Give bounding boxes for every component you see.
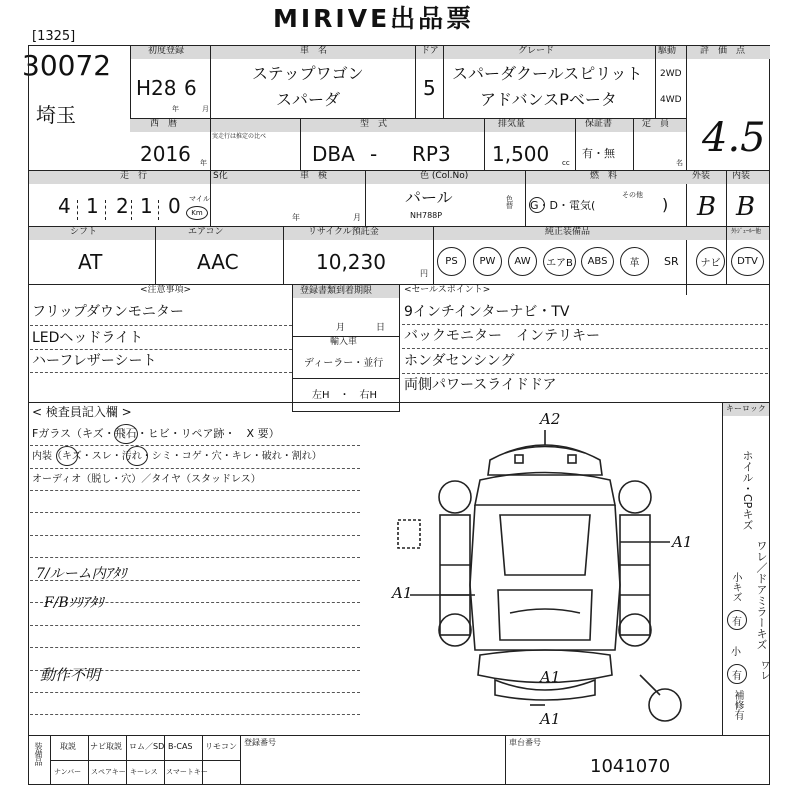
import-car-label: 輸入車 [330, 337, 358, 347]
mileage-digits [50, 196, 185, 220]
inspector-rule [30, 512, 360, 513]
displacement-value: 1,500 [492, 142, 550, 166]
recycle-header: リサイクル預託金 [308, 227, 379, 237]
legend-vertical-5: 補修有 [732, 690, 743, 720]
warranty-header: 保証書 [585, 119, 613, 129]
grid-line [202, 735, 203, 785]
grid-line [655, 45, 656, 118]
grade-header: グレード [518, 46, 555, 56]
damage-label: A1 [540, 710, 561, 728]
legend-small-label: 小 [731, 647, 741, 658]
interior-grade: B [736, 192, 756, 222]
document-title: MIRIVE出品票 [273, 4, 475, 33]
audio-tire-line: オーディオ（脱し・穴）／タイヤ（スタッドレス） [32, 474, 261, 485]
unit-month: 月 [202, 105, 209, 113]
legend-vertical-2: ワレ／ドアミラーキズ [755, 540, 768, 650]
sekkan-header: S化 [213, 171, 228, 181]
mileage-header: 走 行 [120, 171, 148, 181]
digit-divider [158, 200, 159, 220]
grid-line [484, 118, 485, 170]
row4-header-bar [29, 227, 769, 240]
sales-point-item: 9インチインターナビ・TV [404, 304, 570, 320]
reg-day-unit: 日 [376, 323, 386, 333]
mileage-digit: 2 [116, 194, 129, 218]
circled-stain-mark [126, 446, 148, 466]
fuel-close-paren: ) [662, 195, 669, 214]
capacity-header: 定 員 [642, 119, 670, 129]
year-unit: 年 [200, 159, 207, 167]
caution-item: フリップダウンモニター [32, 304, 184, 320]
inspector-rule [30, 625, 360, 626]
km-unit-circled [186, 206, 208, 220]
caution-item: LEDヘッドライト [32, 330, 144, 346]
circled-chip-mark [114, 424, 138, 444]
equip-label: 革 [629, 258, 640, 269]
color-number: NH788P [410, 211, 443, 220]
inspector-rule [30, 714, 360, 715]
grid-line [210, 45, 211, 118]
sales-point-item: ホンダセンシング [404, 353, 515, 369]
equip-label: DTV [737, 256, 758, 267]
equip-pw [473, 247, 502, 276]
inspector-notes-header: < 検査員記入欄 > [32, 405, 132, 419]
handwritten-note: 7/ルーム内ｱﾀﾘ [36, 566, 127, 582]
grid-line [433, 226, 434, 284]
equip-ps [437, 247, 466, 276]
warranty-value: 有・無 [582, 147, 615, 160]
year-header: 西 暦 [150, 119, 178, 129]
interior-header: 内装 [732, 171, 751, 181]
mileage-digit: 4 [58, 194, 71, 218]
digit-divider [131, 200, 132, 220]
grid-line [88, 735, 89, 785]
color-name: パール [405, 188, 453, 207]
grid-line [443, 45, 444, 118]
doors-value: 5 [423, 76, 436, 100]
doors-header: ドア [421, 46, 439, 56]
grid-line [726, 170, 727, 226]
lot-bracket: [1325] [32, 29, 76, 44]
exterior-header: 外装 [692, 171, 711, 181]
fuel-value: G・D・電気( [530, 199, 596, 212]
grid-line [415, 45, 416, 118]
equip-label: ナビ [700, 258, 721, 269]
shift-header: シフト [70, 227, 98, 237]
legend-circle-yes [727, 610, 747, 630]
capacity-unit: 名 [676, 159, 683, 167]
footer-item: ナンバー [54, 768, 82, 776]
footer-item: リモコン [205, 742, 237, 751]
model-code-header: 型 式 [360, 119, 388, 129]
legend-circle-label: 有 [732, 670, 742, 682]
registration-number-label: 登録番号 [244, 738, 276, 747]
other-header: 外ｼﾞｭｰﾙｰ他 [731, 228, 762, 235]
drive-4wd: 4WD [660, 95, 682, 105]
car-name-line2: スパーダ [276, 90, 341, 109]
damage-label: A1 [540, 668, 561, 686]
grid-line [283, 226, 284, 284]
mileage-digit: 1 [86, 194, 99, 218]
caution-item: ハーフレザーシート [32, 353, 157, 369]
inspection-month-unit: 月 [353, 213, 361, 222]
equip-navi [696, 247, 725, 276]
equip-label: PS [445, 256, 458, 267]
first-reg-header: 初度登録 [148, 46, 185, 56]
lot-number: 30072 [22, 49, 112, 82]
caution-rule [30, 349, 292, 350]
model-code: RP3 [412, 142, 451, 166]
legend-vertical-4: ワレ [758, 660, 769, 680]
equip-label: エアB [546, 258, 573, 269]
digit-divider [105, 200, 106, 220]
rating-value: 4.5 [702, 115, 766, 161]
grade-line1: スパーダクールスピリット [452, 64, 643, 83]
glass-condition-line: Fガラス（キズ・飛石・ヒビ・リペア跡・ X 要） [32, 427, 280, 440]
footer-item: ロム／SD [129, 742, 165, 751]
recycle-amount: 10,230 [316, 250, 386, 274]
grid-line [575, 118, 576, 170]
grid-line [726, 226, 727, 284]
grid-line [365, 170, 366, 226]
sales-rule [402, 324, 768, 325]
grid-line [50, 760, 240, 761]
region-name: 埼玉 [36, 103, 76, 127]
displacement-header: 排気量 [498, 119, 526, 129]
sales-point-header: <セールスポイント> [404, 285, 491, 295]
interior-condition-line: 内装（キズ・スレ・汚れ・シミ・コゲ・穴・キレ・破れ・割れ） [32, 451, 322, 462]
footer-item: 取説 [60, 742, 76, 751]
caution-rule [30, 372, 292, 373]
model-year: 2016 [140, 142, 191, 166]
damage-label: A1 [672, 533, 693, 551]
equip-label: AW [514, 256, 531, 267]
inspector-rule [30, 557, 360, 558]
damage-label: A1 [392, 584, 413, 602]
footer-item: ナビ取説 [90, 742, 122, 751]
handwritten-note: 動作不明 [40, 666, 101, 684]
equip-airbag [543, 247, 576, 276]
car-name-line1: ステップワゴン [252, 64, 364, 83]
mile-unit: マイル [189, 195, 210, 203]
equip-aw [508, 247, 537, 276]
sales-point-item: 両側パワースライドドア [404, 377, 557, 393]
registration-deadline-header: 登録書類到着期限 [300, 286, 373, 296]
inspection-year-unit: 年 [292, 213, 300, 222]
inspector-rule [30, 692, 360, 693]
fuel-other-label: その他 [622, 191, 643, 199]
grid-line [292, 378, 400, 379]
color-header: 色 (Col.No) [420, 171, 469, 181]
fuel-gas-circle [529, 197, 545, 213]
equipment-side-label: 装備品 [34, 742, 43, 766]
cc-unit: cc [562, 159, 570, 167]
keylock-header: キーロック [726, 404, 766, 413]
model-prefix: DBA [312, 142, 355, 166]
grid-line [155, 226, 156, 284]
exterior-grade: B [697, 192, 717, 222]
footer-item: キーレス [130, 768, 158, 776]
legend-circle-yes [727, 664, 747, 684]
grid-line [633, 118, 634, 170]
handle-side-label: 左H ・ 右H [312, 390, 378, 401]
equip-leather [620, 247, 649, 276]
equip-label: PW [479, 256, 496, 267]
grid-line [28, 735, 770, 736]
model-dash: - [370, 142, 378, 166]
inspector-rule [30, 445, 360, 446]
first-reg-month: 6 [184, 76, 197, 100]
grid-line [240, 735, 241, 785]
equip-dtv [731, 247, 764, 276]
equip-label: ABS [587, 256, 608, 267]
grid-line [126, 735, 127, 785]
mileage-digit: 1 [140, 194, 153, 218]
footer-item: スペアキー [91, 768, 126, 776]
unit-year: 年 [172, 105, 179, 113]
ac-value: AAC [197, 250, 239, 274]
chassis-number-label: 車台番号 [509, 738, 541, 747]
drive-header: 駆動 [658, 46, 677, 56]
mileage-note: 実走行は推定の比べ [212, 133, 267, 140]
grid-line [28, 402, 770, 403]
legend-circle-label: 有 [732, 616, 742, 628]
grid-line [210, 170, 211, 226]
inspector-rule [30, 490, 360, 491]
equip-sr: SR [664, 255, 679, 268]
ac-header: エアコン [188, 227, 224, 237]
grid-line [722, 402, 723, 735]
mileage-digit: 0 [168, 194, 181, 218]
color-change-label: 色替 [506, 195, 513, 210]
shift-value: AT [78, 250, 103, 274]
car-name-header: 車 名 [300, 46, 328, 56]
reg-month-unit: 月 [336, 323, 346, 333]
grid-line [525, 170, 526, 226]
chassis-number: 1041070 [590, 756, 671, 777]
footer-item: B-CAS [168, 742, 193, 751]
caution-header: <注意事項> [140, 285, 192, 295]
grid-line [210, 118, 211, 170]
sales-rule [402, 348, 768, 349]
damage-label: A2 [540, 410, 561, 428]
circled-scratch-mark [56, 446, 78, 466]
handwritten-note: F/Bｿﾘｱﾀﾘ [44, 595, 104, 611]
first-reg-era: H28 [136, 76, 177, 100]
digit-divider [77, 200, 78, 220]
fuel-header: 燃 料 [590, 171, 618, 181]
legend-vertical-1: ホイル・CPキズ [741, 450, 754, 531]
equipment-header: 純正装備品 [545, 227, 591, 237]
inspector-rule [30, 535, 360, 536]
drive-2wd: 2WD [660, 69, 682, 79]
recycle-unit: 円 [420, 269, 428, 278]
sales-point-item: バックモニター インテリキー [404, 328, 600, 344]
legend-vertical-3: 小キズ [730, 572, 741, 602]
footer-item: スマートキー [166, 768, 208, 776]
km-unit: Km [191, 209, 203, 217]
grade-line2: アドバンスPベータ [480, 90, 617, 109]
sales-rule [402, 373, 768, 374]
rating-header: 評 価 点 [700, 46, 746, 56]
inspection-header: 車 検 [300, 171, 328, 181]
dealer-parallel-label: ディーラー・並行 [304, 358, 384, 369]
caution-rule [30, 325, 292, 326]
grid-line [300, 118, 301, 170]
equip-abs [581, 247, 614, 276]
inspector-rule [30, 647, 360, 648]
inspector-rule [30, 468, 360, 469]
grid-line [505, 735, 506, 785]
grid-line [130, 45, 131, 118]
